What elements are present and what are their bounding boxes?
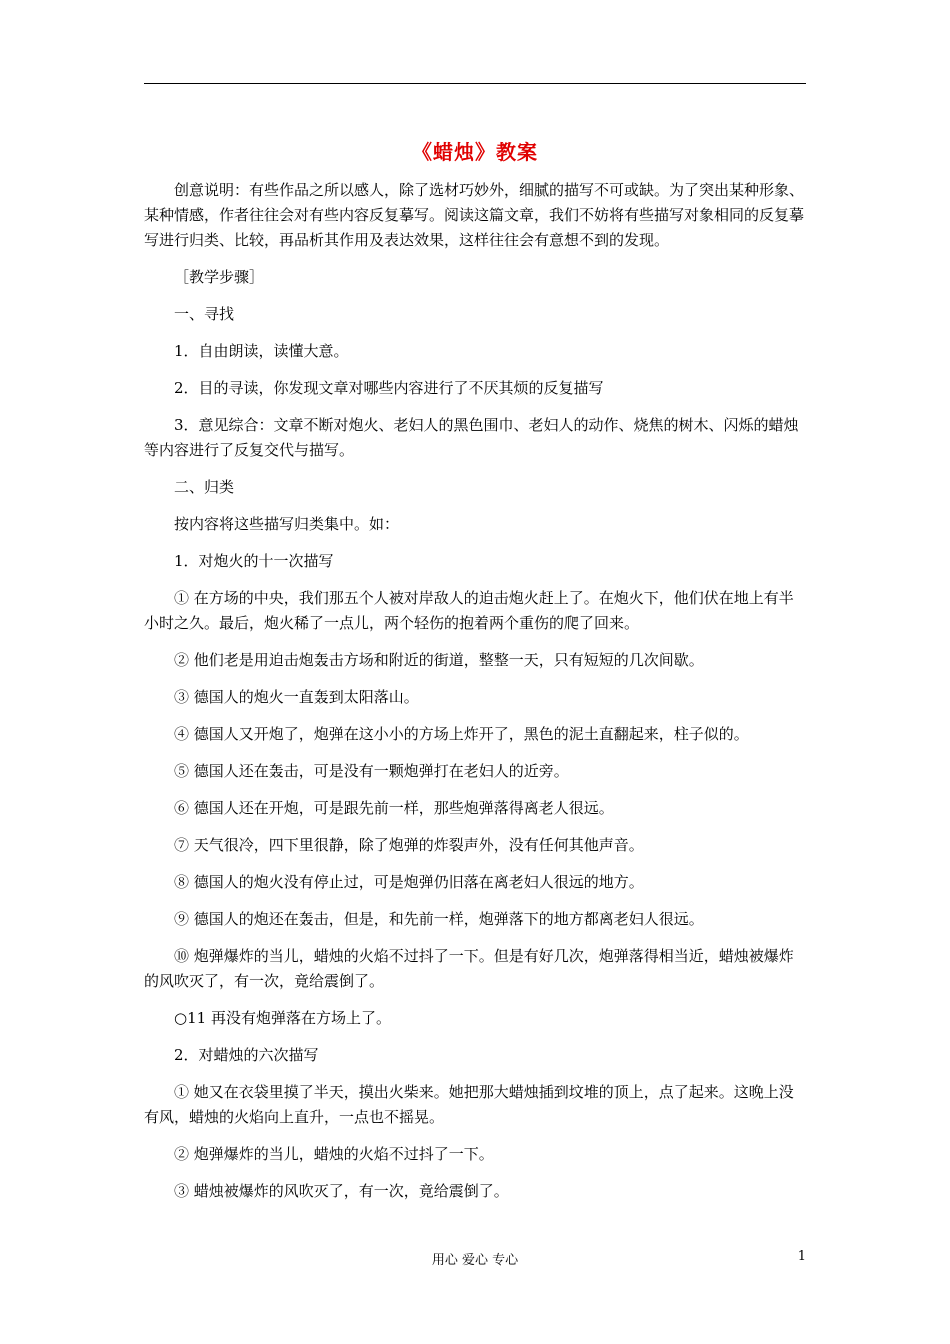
subheading-candle: 2．对蜡烛的六次描写 <box>174 1046 319 1064</box>
section-heading-classify: 二、归类 <box>174 478 235 496</box>
list-item-gunfire-3: ③ 德国人的炮火一直轰到太阳落山。 <box>174 688 419 706</box>
paragraph-step-2: 2．目的寻读，你发现文章对哪些内容进行了不厌其烦的反复描写 <box>174 379 604 397</box>
paragraph-intro: 创意说明：有些作品之所以感人，除了选材巧妙外，细腻的描写不可或缺。为了突出某种形象、某种情感，作者往往会对有些内容反复摹写。阅读这篇文章，我们不妨将有些描写对象相同的反复摹写进行归类、比较，再品析其作用及表达效果，这样往往会有意想不到的发现。 <box>144 181 805 249</box>
paragraph-step-3: 3．意见综合：文章不断对炮火、老妇人的黑色围巾、老妇人的动作、烧焦的树木、闪烁的蜡烛等内容进行了反复交代与描写。 <box>144 416 799 459</box>
page-number: 1 <box>797 1249 806 1264</box>
list-item-gunfire-5: ⑤ 德国人还在轰击，可是没有一颗炮弹打在老妇人的近旁。 <box>174 762 569 780</box>
list-item-candle-1: ① 她又在衣袋里摸了半天，摸出火柴来。她把那大蜡烛插到坟堆的顶上，点了起来。这晚上没有风，蜡烛的火焰向上直升，一点也不摇晃。 <box>144 1083 794 1126</box>
list-item-candle-2: ② 炮弹爆炸的当儿，蜡烛的火焰不过抖了一下。 <box>174 1145 494 1163</box>
list-item-gunfire-4: ④ 德国人又开炮了，炮弹在这小小的方场上炸开了，黑色的泥土直翻起来，柱子似的。 <box>174 725 749 743</box>
list-item-gunfire-2: ② 他们老是用迫击炮轰击方场和附近的街道，整整一天，只有短短的几次间歇。 <box>174 651 704 669</box>
section-heading-find: 一、寻找 <box>174 305 235 323</box>
list-item-gunfire-9: ⑨ 德国人的炮还在轰击，但是，和先前一样，炮弹落下的地方都离老妇人很远。 <box>174 910 704 928</box>
paragraph-steps-heading: ［教学步骤］ <box>174 268 265 286</box>
list-item-gunfire-1: ① 在方场的中央，我们那五个人被对岸敌人的迫击炮火赶上了。在炮火下，他们伏在地上有半小时之久。最后，炮火稀了一点儿，两个轻伤的抱着两个重伤的爬了回来。 <box>144 589 794 632</box>
subheading-gunfire: 1．对炮火的十一次描写 <box>174 552 334 570</box>
list-item-gunfire-10: ⑩ 炮弹爆炸的当儿，蜡烛的火焰不过抖了一下。但是有好几次，炮弹落得相当近，蜡烛被爆炸的风吹灭了，有一次，竟给震倒了。 <box>144 947 794 990</box>
list-item-gunfire-8: ⑧ 德国人的炮火没有停止过，可是炮弹仍旧落在离老妇人很远的地方。 <box>174 873 644 891</box>
footer-motto: 用心 爱心 专心 <box>431 1253 519 1268</box>
list-item-gunfire-7: ⑦ 天气很冷，四下里很静，除了炮弹的炸裂声外，没有任何其他声音。 <box>174 836 644 854</box>
paragraph-step-1: 1．自由朗读，读懂大意。 <box>174 342 349 360</box>
list-item-gunfire-11: ○11 再没有炮弹落在方场上了。 <box>174 1009 391 1027</box>
document-title: 《蜡烛》教案 <box>412 140 538 164</box>
list-item-candle-3: ③ 蜡烛被爆炸的风吹灭了，有一次，竟给震倒了。 <box>174 1182 509 1200</box>
paragraph-classify-intro: 按内容将这些描写归类集中。如： <box>174 515 400 533</box>
list-item-gunfire-6: ⑥ 德国人还在开炮，可是跟先前一样，那些炮弹落得离老人很远。 <box>174 799 614 817</box>
document-body <box>144 178 806 1204</box>
header-rule <box>144 83 806 84</box>
